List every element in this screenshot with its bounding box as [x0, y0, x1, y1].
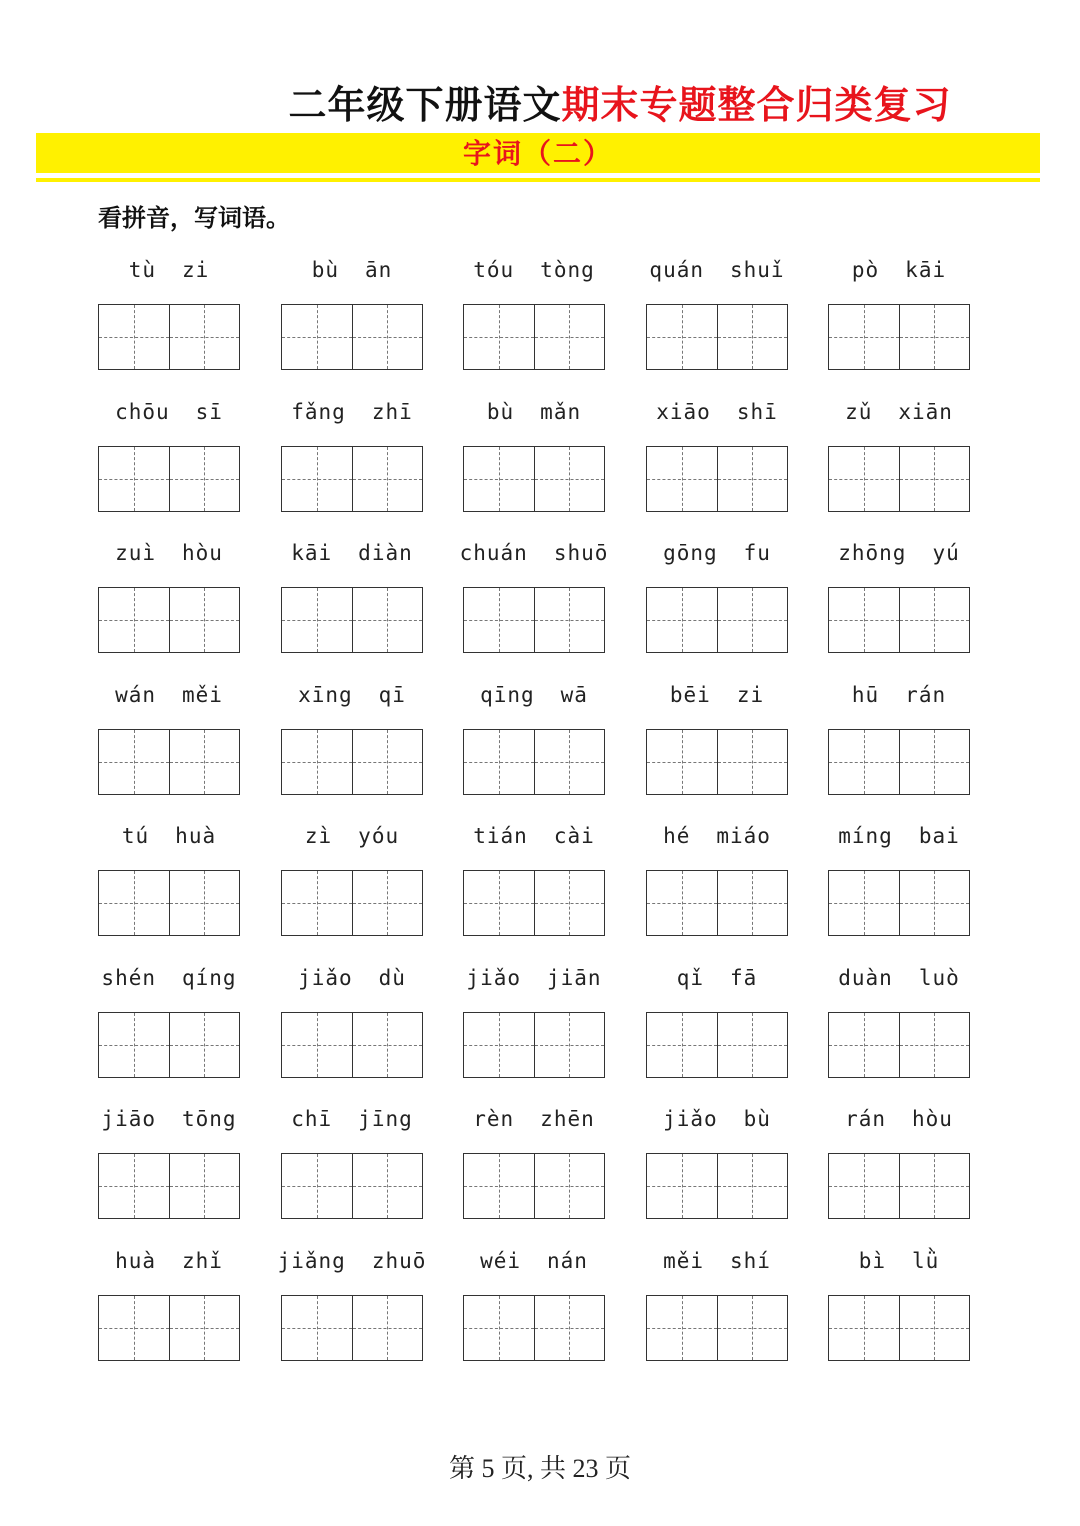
pinyin-syllable: quán [649, 258, 704, 282]
exercise-item [463, 966, 605, 1096]
pinyin-syllable: gōng [663, 541, 718, 565]
exercise-item [98, 1249, 240, 1379]
exercise-item [463, 1249, 605, 1379]
pinyin-label [271, 966, 433, 1000]
tianzige-box[interactable] [718, 446, 789, 512]
tianzige-box[interactable] [646, 729, 718, 795]
tianzige-box[interactable] [281, 729, 353, 795]
exercise-item [646, 541, 788, 671]
writing-boxes [646, 446, 788, 512]
exercise-item [646, 966, 788, 1096]
pinyin-syllable: miáo [716, 824, 771, 848]
pinyin-label [818, 400, 980, 434]
pinyin-syllable: mǎn [540, 400, 582, 424]
pinyin-syllable: chī [291, 1107, 333, 1131]
pinyin-syllable: hé [663, 824, 691, 848]
exercise-item [281, 258, 423, 388]
exercise-item [98, 683, 240, 813]
pinyin-label [636, 400, 798, 434]
tianzige-box[interactable] [718, 870, 789, 936]
pinyin-label [636, 966, 798, 1000]
pinyin-syllable: bai [918, 824, 960, 848]
pinyin-syllable: qǐ [676, 966, 704, 990]
exercise-item [828, 1107, 970, 1237]
writing-boxes [828, 446, 970, 512]
tianzige-box[interactable] [463, 1153, 535, 1219]
tianzige-box[interactable] [718, 304, 789, 370]
pinyin-label [271, 1107, 433, 1141]
pinyin-syllable: fǎng [291, 400, 346, 424]
exercise-item [281, 683, 423, 813]
pinyin-syllable: jiǎo [298, 966, 353, 990]
pinyin-syllable: xīng [298, 683, 353, 707]
pinyin-syllable: kāi [291, 541, 333, 565]
tianzige-box[interactable] [535, 1153, 606, 1219]
tianzige-box[interactable] [98, 1153, 170, 1219]
pinyin-syllable: ān [365, 258, 393, 282]
tianzige-box[interactable] [535, 1012, 606, 1078]
pinyin-label [453, 824, 615, 858]
writing-boxes [828, 1012, 970, 1078]
writing-boxes [98, 870, 240, 936]
pinyin-label [88, 966, 250, 1000]
pinyin-syllable: bì [858, 1249, 886, 1273]
tianzige-box[interactable] [353, 729, 424, 795]
exercise-item [281, 966, 423, 1096]
pinyin-syllable: zhuō [371, 1249, 427, 1273]
pinyin-syllable: tóu [473, 258, 515, 282]
pinyin-syllable: jiǎo [466, 966, 521, 990]
exercise-item [828, 258, 970, 388]
pinyin-syllable: bēi [669, 683, 711, 707]
exercise-item [828, 1249, 970, 1379]
pinyin-syllable: huà [175, 824, 217, 848]
pinyin-label [818, 683, 980, 717]
writing-boxes [281, 729, 423, 795]
writing-boxes [98, 1295, 240, 1361]
writing-boxes [98, 304, 240, 370]
pinyin-label [453, 966, 615, 1000]
tianzige-box[interactable] [646, 870, 718, 936]
tianzige-box[interactable] [646, 1295, 718, 1361]
section-subtitle: 字词（二） [462, 137, 613, 170]
pinyin-label [636, 1249, 798, 1283]
tianzige-box[interactable] [463, 870, 535, 936]
tianzige-box[interactable] [900, 304, 971, 370]
pinyin-label [88, 683, 250, 717]
exercise-item [828, 966, 970, 1096]
tianzige-box[interactable] [281, 446, 353, 512]
pinyin-syllable: zuì [115, 541, 156, 565]
pinyin-syllable: fu [743, 541, 771, 565]
pinyin-label [453, 541, 615, 575]
exercise-item [646, 1249, 788, 1379]
tianzige-box[interactable] [463, 446, 535, 512]
tianzige-box[interactable] [535, 446, 606, 512]
tianzige-box[interactable] [900, 587, 971, 653]
pinyin-label [271, 400, 433, 434]
exercise-item [98, 966, 240, 1096]
tianzige-box[interactable] [900, 1295, 971, 1361]
pinyin-label [636, 683, 798, 717]
tianzige-box[interactable] [281, 1295, 353, 1361]
tianzige-box[interactable] [828, 587, 900, 653]
exercise-item [646, 258, 788, 388]
pinyin-label [88, 824, 250, 858]
writing-boxes [646, 870, 788, 936]
tianzige-box[interactable] [281, 587, 353, 653]
pinyin-label [636, 824, 798, 858]
pinyin-syllable: wán [115, 683, 156, 707]
pinyin-label [453, 400, 615, 434]
writing-boxes [463, 587, 605, 653]
tianzige-box[interactable] [170, 729, 241, 795]
tianzige-box[interactable] [535, 870, 606, 936]
tianzige-box[interactable] [98, 870, 170, 936]
tianzige-box[interactable] [463, 587, 535, 653]
pinyin-label [88, 1107, 250, 1141]
tianzige-box[interactable] [353, 446, 424, 512]
pinyin-label [271, 258, 433, 292]
tianzige-box[interactable] [900, 870, 971, 936]
pinyin-syllable: yóu [358, 824, 400, 848]
pinyin-syllable: wéi [480, 1249, 521, 1273]
tianzige-box[interactable] [463, 304, 535, 370]
exercise-item [828, 541, 970, 671]
tianzige-box[interactable] [828, 870, 900, 936]
exercise-item [646, 824, 788, 954]
tianzige-box[interactable] [718, 587, 789, 653]
writing-boxes [828, 729, 970, 795]
pinyin-syllable: míng [838, 824, 893, 848]
pinyin-syllable: měi [663, 1249, 704, 1273]
pinyin-syllable: xiān [898, 400, 953, 424]
tianzige-box[interactable] [718, 1153, 789, 1219]
pinyin-syllable: cài [553, 824, 595, 848]
exercise-item [281, 541, 423, 671]
exercise-item [98, 824, 240, 954]
writing-boxes [463, 1153, 605, 1219]
pinyin-syllable: duàn [838, 966, 893, 990]
tianzige-box[interactable] [353, 304, 424, 370]
tianzige-box[interactable] [900, 1012, 971, 1078]
exercise-item [281, 1107, 423, 1237]
pinyin-syllable: zǔ [845, 400, 873, 424]
pinyin-syllable: tōng [182, 1107, 237, 1131]
writing-boxes [281, 587, 423, 653]
pinyin-syllable: zi [182, 258, 210, 282]
writing-boxes [828, 1153, 970, 1219]
exercise-instruction: 看拼音，写词语。 [98, 203, 290, 232]
pinyin-syllable: jiān [547, 966, 602, 990]
tianzige-box[interactable] [718, 729, 789, 795]
tianzige-box[interactable] [170, 446, 241, 512]
exercise-item [463, 1107, 605, 1237]
pinyin-label [88, 541, 250, 575]
pinyin-syllable: měi [182, 683, 223, 707]
page-footer: 第 5 页, 共 23 页 [448, 1454, 631, 1483]
tianzige-box[interactable] [535, 587, 606, 653]
tianzige-box[interactable] [353, 1295, 424, 1361]
pinyin-syllable: shuǐ [730, 258, 785, 282]
writing-boxes [98, 729, 240, 795]
exercise-item [281, 824, 423, 954]
exercise-item [463, 258, 605, 388]
pinyin-label [818, 824, 980, 858]
pinyin-syllable: jiāo [101, 1107, 156, 1131]
tianzige-box[interactable] [646, 1153, 718, 1219]
pinyin-syllable: shī [736, 400, 778, 424]
pinyin-label [818, 541, 980, 575]
pinyin-syllable: kāi [905, 258, 947, 282]
pinyin-syllable: bù [743, 1107, 771, 1131]
exercise-item [463, 824, 605, 954]
pinyin-syllable: zì [304, 824, 333, 848]
pinyin-syllable: shí [730, 1249, 771, 1273]
pinyin-syllable: sī [195, 400, 223, 424]
pinyin-syllable: jiǎo [663, 1107, 718, 1131]
tianzige-box[interactable] [170, 1012, 241, 1078]
tianzige-box[interactable] [281, 870, 353, 936]
tianzige-box[interactable] [828, 1012, 900, 1078]
exercise-item [646, 1107, 788, 1237]
pinyin-syllable: shuō [553, 541, 609, 565]
writing-boxes [646, 1012, 788, 1078]
pinyin-syllable: hū [851, 683, 880, 707]
pinyin-label [271, 1249, 433, 1283]
writing-boxes [646, 1153, 788, 1219]
pinyin-syllable: huà [115, 1249, 156, 1273]
exercise-item [98, 1107, 240, 1237]
pinyin-label [636, 258, 798, 292]
pinyin-syllable: rán [905, 683, 947, 707]
writing-boxes [828, 1295, 970, 1361]
pinyin-syllable: wā [560, 683, 588, 707]
tianzige-box[interactable] [646, 446, 718, 512]
writing-boxes [828, 587, 970, 653]
pinyin-syllable: bù [311, 258, 339, 282]
tianzige-box[interactable] [98, 1295, 170, 1361]
tianzige-box[interactable] [463, 1295, 535, 1361]
tianzige-box[interactable] [170, 1153, 241, 1219]
tianzige-box[interactable] [463, 1012, 535, 1078]
writing-boxes [463, 729, 605, 795]
writing-boxes [281, 1295, 423, 1361]
pinyin-syllable: pò [851, 258, 880, 282]
exercise-item [98, 400, 240, 530]
tianzige-box[interactable] [463, 729, 535, 795]
writing-boxes [463, 1012, 605, 1078]
writing-boxes [281, 870, 423, 936]
pinyin-label [271, 541, 433, 575]
tianzige-box[interactable] [353, 870, 424, 936]
pinyin-label [636, 1107, 798, 1141]
tianzige-box[interactable] [353, 1153, 424, 1219]
tianzige-box[interactable] [98, 446, 170, 512]
writing-boxes [463, 446, 605, 512]
tianzige-box[interactable] [718, 1012, 789, 1078]
tianzige-box[interactable] [170, 870, 241, 936]
pinyin-syllable: tòng [540, 258, 595, 282]
pinyin-label [88, 1249, 250, 1283]
pinyin-syllable: qīng [480, 683, 535, 707]
exercise-item [459, 541, 609, 671]
pinyin-syllable: qíng [182, 966, 237, 990]
pinyin-syllable: tù [128, 258, 156, 282]
tianzige-box[interactable] [828, 1153, 900, 1219]
tianzige-box[interactable] [535, 304, 606, 370]
tianzige-box[interactable] [535, 1295, 606, 1361]
exercise-item [281, 400, 423, 530]
tianzige-box[interactable] [170, 587, 241, 653]
pinyin-syllable: zi [736, 683, 765, 707]
pinyin-label [818, 1107, 980, 1141]
pinyin-syllable: hòu [182, 541, 223, 565]
writing-boxes [281, 304, 423, 370]
writing-boxes [281, 1153, 423, 1219]
writing-boxes [98, 446, 240, 512]
pinyin-syllable: jiǎng [277, 1249, 346, 1273]
writing-boxes [463, 1295, 605, 1361]
tianzige-box[interactable] [98, 587, 170, 653]
pinyin-syllable: yú [932, 541, 960, 565]
title-main: 二年级下册语文 [288, 82, 562, 127]
tianzige-box[interactable] [900, 729, 971, 795]
pinyin-syllable: nán [547, 1249, 588, 1273]
pinyin-syllable: rán [845, 1107, 886, 1131]
tianzige-box[interactable] [828, 1295, 900, 1361]
exercise-item [646, 400, 788, 530]
tianzige-box[interactable] [353, 1012, 424, 1078]
tianzige-box[interactable] [98, 729, 170, 795]
pinyin-label [636, 541, 798, 575]
pinyin-label [453, 258, 615, 292]
tianzige-box[interactable] [828, 729, 900, 795]
pinyin-syllable: zhōng [838, 541, 907, 565]
pinyin-syllable: chuán [459, 541, 528, 565]
pinyin-syllable: shén [101, 966, 156, 990]
pinyin-syllable: zhī [371, 400, 413, 424]
pinyin-label [818, 258, 980, 292]
tianzige-box[interactable] [646, 304, 718, 370]
pinyin-syllable: tián [473, 824, 528, 848]
pinyin-label [88, 400, 250, 434]
exercise-item [828, 400, 970, 530]
exercise-item [828, 683, 970, 813]
tianzige-box[interactable] [828, 446, 900, 512]
exercise-item [277, 1249, 427, 1379]
pinyin-syllable: xiāo [656, 400, 711, 424]
title-accent: 期末专题整合归类复习 [561, 82, 952, 127]
writing-boxes [828, 870, 970, 936]
pinyin-syllable: dù [378, 966, 406, 990]
writing-boxes [646, 1295, 788, 1361]
pinyin-label [271, 824, 433, 858]
exercise-item [98, 541, 240, 671]
pinyin-syllable: qī [378, 683, 406, 707]
tianzige-box[interactable] [718, 1295, 789, 1361]
writing-boxes [646, 587, 788, 653]
exercise-item [98, 258, 240, 388]
writing-boxes [281, 446, 423, 512]
pinyin-label [453, 1107, 615, 1141]
tianzige-box[interactable] [281, 1153, 353, 1219]
tianzige-box[interactable] [281, 1012, 353, 1078]
exercise-item [463, 683, 605, 813]
tianzige-box[interactable] [900, 1153, 971, 1219]
writing-boxes [828, 304, 970, 370]
pinyin-syllable: diàn [358, 541, 413, 565]
tianzige-box[interactable] [98, 304, 170, 370]
exercise-item [463, 400, 605, 530]
pinyin-syllable: fā [730, 966, 758, 990]
writing-boxes [463, 870, 605, 936]
pinyin-syllable: hòu [912, 1107, 953, 1131]
writing-boxes [98, 1153, 240, 1219]
writing-boxes [646, 304, 788, 370]
pinyin-syllable: luò [918, 966, 960, 990]
tianzige-box[interactable] [646, 1012, 718, 1078]
exercise-item [646, 683, 788, 813]
pinyin-label [88, 258, 250, 292]
tianzige-box[interactable] [535, 729, 606, 795]
pinyin-label [271, 683, 433, 717]
writing-boxes [281, 1012, 423, 1078]
exercise-item [828, 824, 970, 954]
pinyin-label [453, 1249, 615, 1283]
writing-boxes [98, 1012, 240, 1078]
tianzige-box[interactable] [900, 446, 971, 512]
pinyin-label [818, 1249, 980, 1283]
tianzige-box[interactable] [646, 587, 718, 653]
pinyin-syllable: bù [486, 400, 515, 424]
pinyin-syllable: zhǐ [182, 1249, 223, 1273]
writing-boxes [463, 304, 605, 370]
writing-boxes [646, 729, 788, 795]
pinyin-syllable: jīng [358, 1107, 413, 1131]
pinyin-syllable: zhēn [540, 1107, 595, 1131]
tianzige-box[interactable] [98, 1012, 170, 1078]
pinyin-syllable: tú [121, 824, 150, 848]
tianzige-box[interactable] [353, 587, 424, 653]
pinyin-syllable: rèn [473, 1107, 515, 1131]
pinyin-label [818, 966, 980, 1000]
pinyin-syllable: lǜ [912, 1249, 940, 1273]
pinyin-label [453, 683, 615, 717]
tianzige-box[interactable] [170, 304, 241, 370]
writing-boxes [98, 587, 240, 653]
tianzige-box[interactable] [170, 1295, 241, 1361]
pinyin-syllable: chōu [115, 400, 170, 424]
tianzige-box[interactable] [281, 304, 353, 370]
tianzige-box[interactable] [828, 304, 900, 370]
